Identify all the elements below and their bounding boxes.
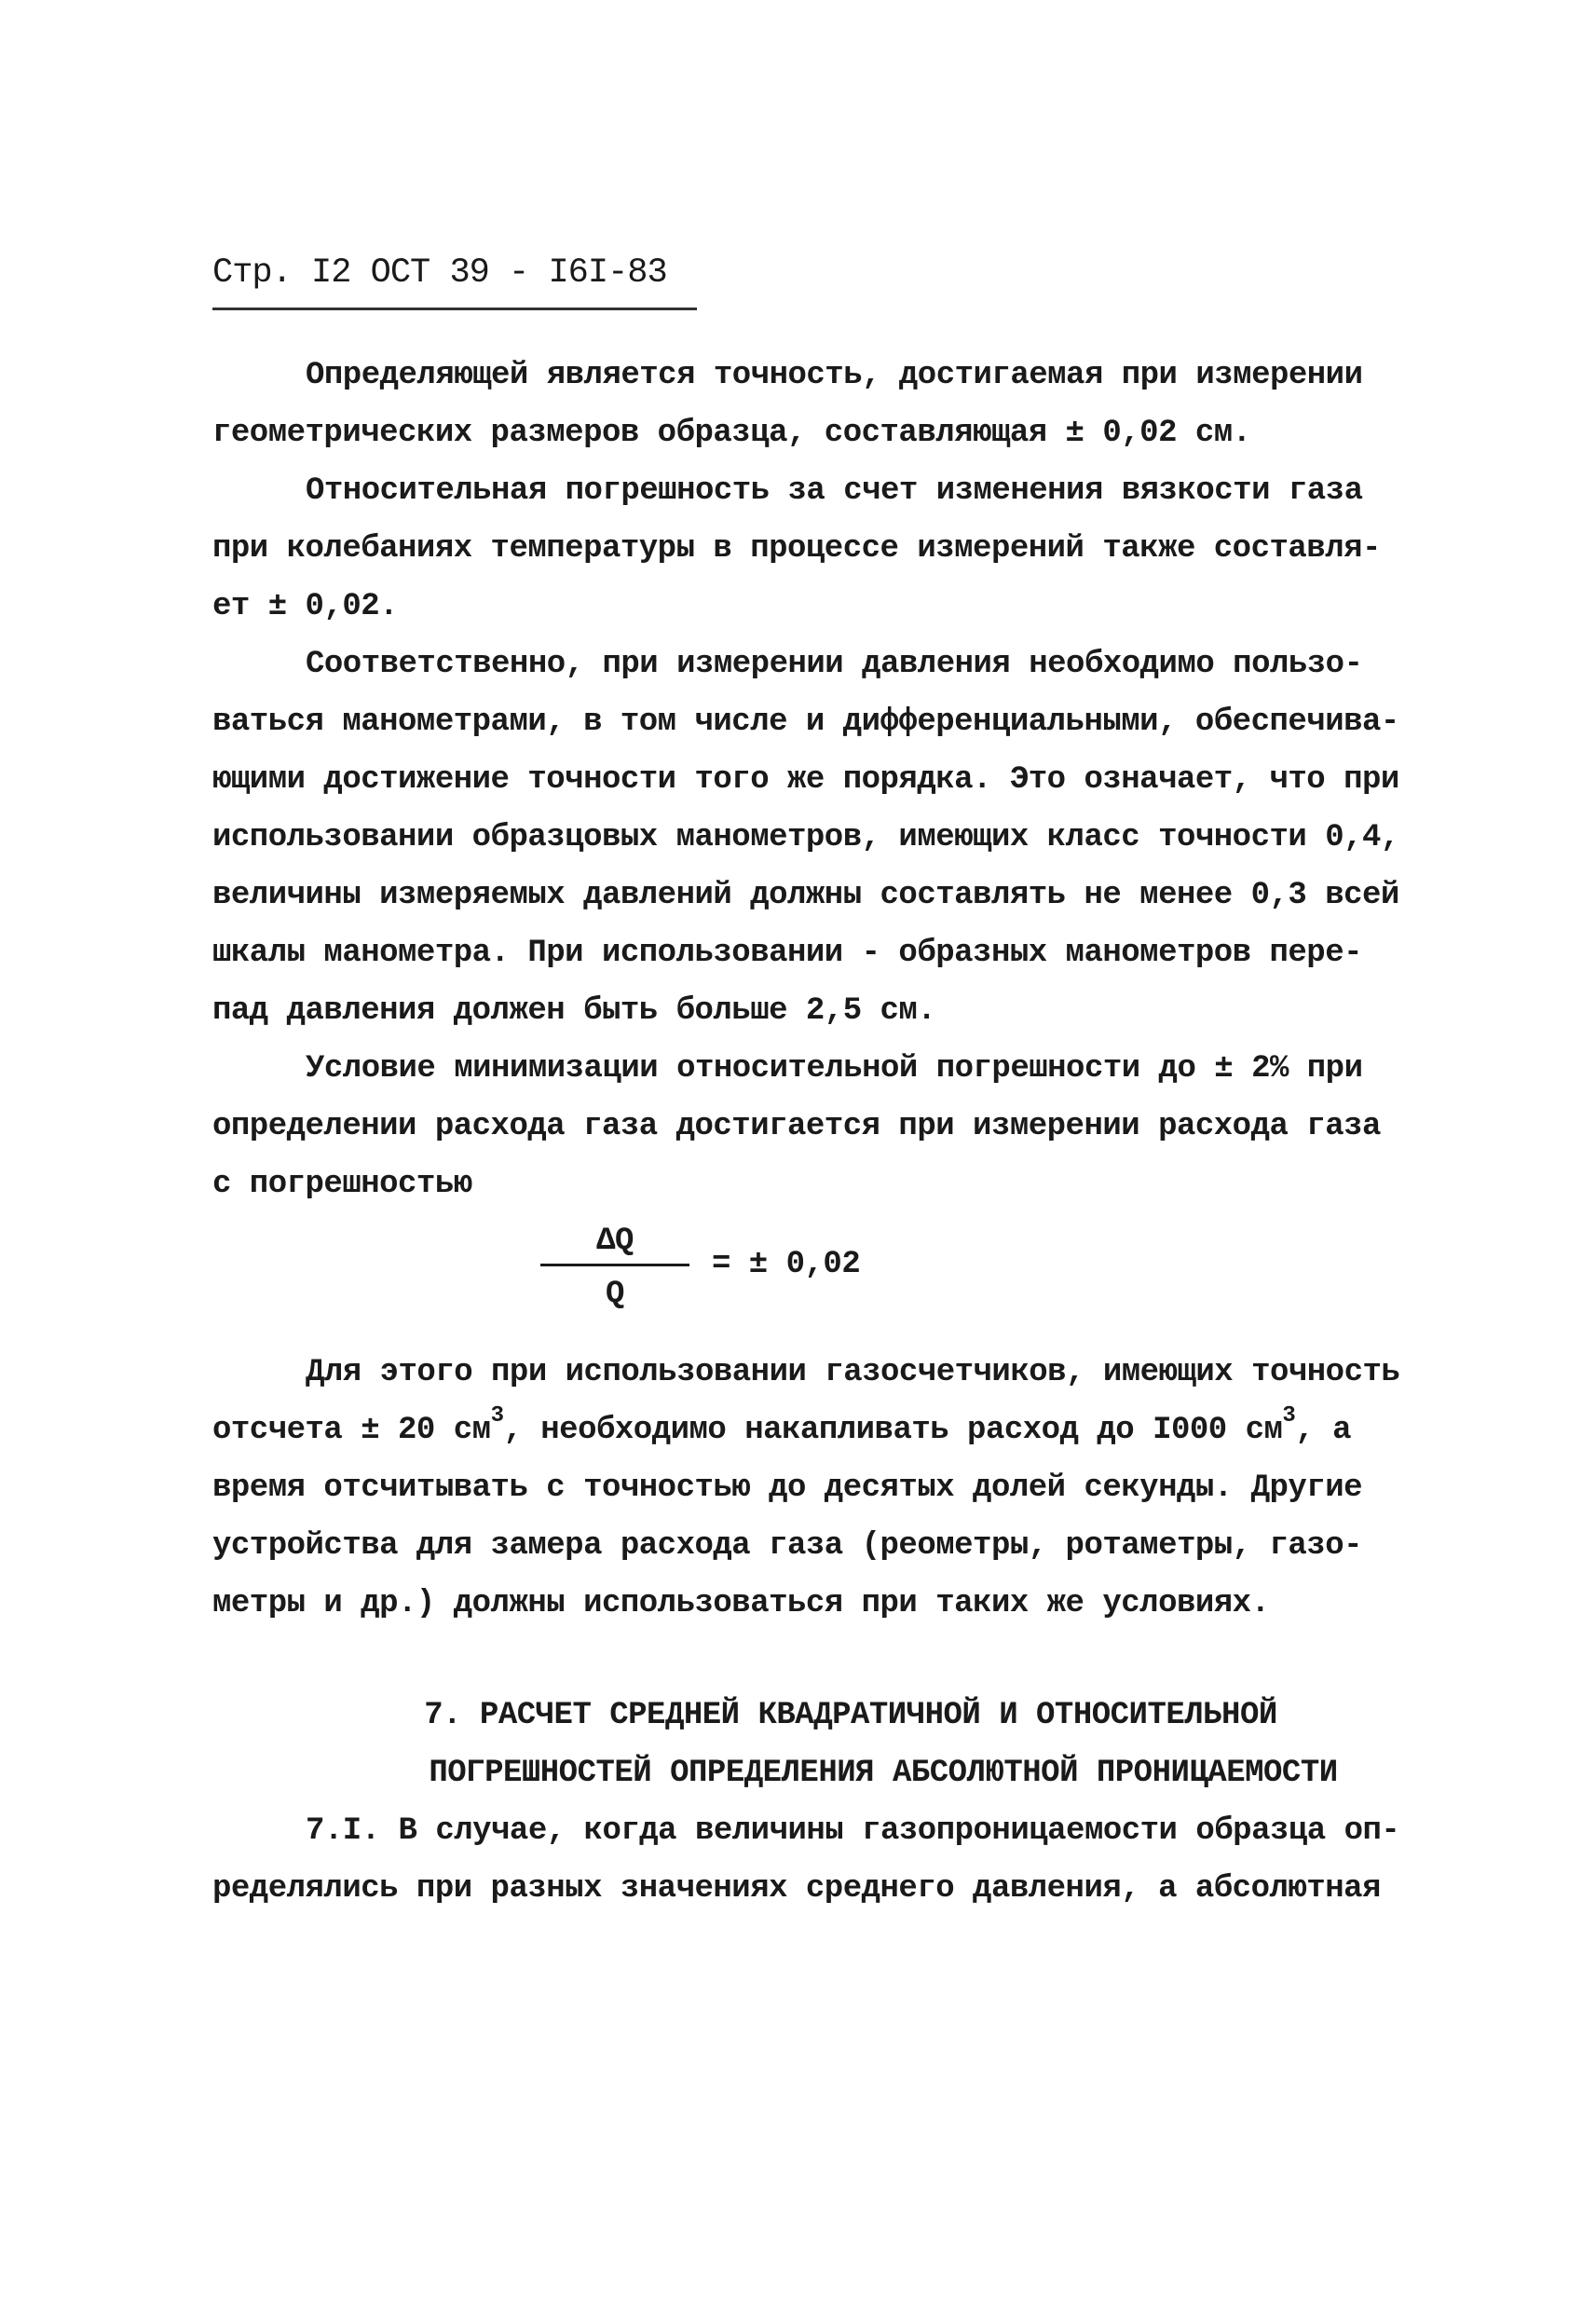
paragraph-line: ределялись при разных значениях среднего давления, а абсолютная	[212, 1871, 1381, 1907]
paragraph-line: с погрешностью	[212, 1167, 472, 1202]
text-fragment: , необходимо накапливать расход до I000 см	[503, 1413, 1283, 1448]
paragraph-line: пад давления должен быть больше 2,5 см.	[212, 993, 936, 1029]
paragraph-line: метры и др.) должны использоваться при таких же условиях.	[212, 1586, 1270, 1621]
paragraph-line: ющими достижение точности того же порядка. Это означает, что при	[212, 762, 1399, 798]
paragraph-line: время отсчитывать с точностью до десятых долей секунды. Другие	[212, 1470, 1363, 1506]
paragraph-line: 7.I. В случае, когда величины газопроницаемости образца оп-	[306, 1813, 1400, 1849]
formula-denominator: Q	[606, 1277, 624, 1312]
section-title: ПОГРЕШНОСТЕЙ ОПРЕДЕЛЕНИЯ АБСОЛЮТНОЙ ПРОНИЦАЕМОСТИ	[429, 1756, 1338, 1791]
text-fragment: , а	[1295, 1413, 1352, 1448]
formula-numerator: ΔQ	[540, 1219, 689, 1266]
paragraph-line: Условие минимизации относительной погрешности до ± 2% при	[306, 1051, 1363, 1087]
paragraph-line: шкалы манометра. При использовании - образных манометров пере-	[212, 936, 1363, 971]
section-spacer	[212, 1633, 1414, 1687]
text-fragment: отсчета ± 20 см	[212, 1413, 491, 1448]
paragraph-line: ваться манометрами, в том числе и дифференциальными, обеспечива-	[212, 704, 1399, 740]
paragraph-line: Для этого при использовании газосчетчиков, имеющих точность	[306, 1355, 1400, 1390]
paragraph-line: Соответственно, при измерении давления необходимо пользо-	[306, 647, 1363, 682]
formula-fraction	[540, 1219, 689, 1322]
superscript: 3	[1282, 1402, 1296, 1429]
document-body	[212, 347, 1414, 1918]
paragraph-line: величины измеряемых давлений должны составлять не менее 0,3 всей	[212, 878, 1399, 913]
section-title: 7. РАСЧЕТ СРЕДНЕЙ КВАДРАТИЧНОЙ И ОТНОСИТЕЛЬНОЙ	[424, 1698, 1277, 1733]
paragraph-line: использовании образцовых манометров, имеющих класс точности 0,4,	[212, 820, 1399, 855]
paragraph-line	[212, 1402, 1414, 1459]
page-header: Стр. I2 ОСТ 39 - I6I-83	[212, 253, 667, 293]
paragraph-line: устройства для замера расхода газа (реометры, ротаметры, газо-	[212, 1528, 1363, 1564]
paragraph-line: определении расхода газа достигается при измерении расхода газа	[212, 1109, 1381, 1144]
paragraph-line: ет ± 0,02.	[212, 589, 399, 624]
paragraph-line: при колебаниях температуры в процессе измерений также составля-	[212, 531, 1381, 567]
paragraph-line: Определяющей является точность, достигаемая при измерении	[306, 358, 1363, 393]
formula-rhs: = ± 0,02	[712, 1247, 861, 1282]
header-underline	[212, 308, 697, 310]
error-formula	[212, 1219, 1414, 1334]
paragraph-line: геометрических размеров образца, составляющая ± 0,02 см.	[212, 416, 1251, 451]
superscript: 3	[490, 1402, 504, 1429]
paragraph-line: Относительная погрешность за счет изменения вязкости газа	[306, 473, 1363, 509]
